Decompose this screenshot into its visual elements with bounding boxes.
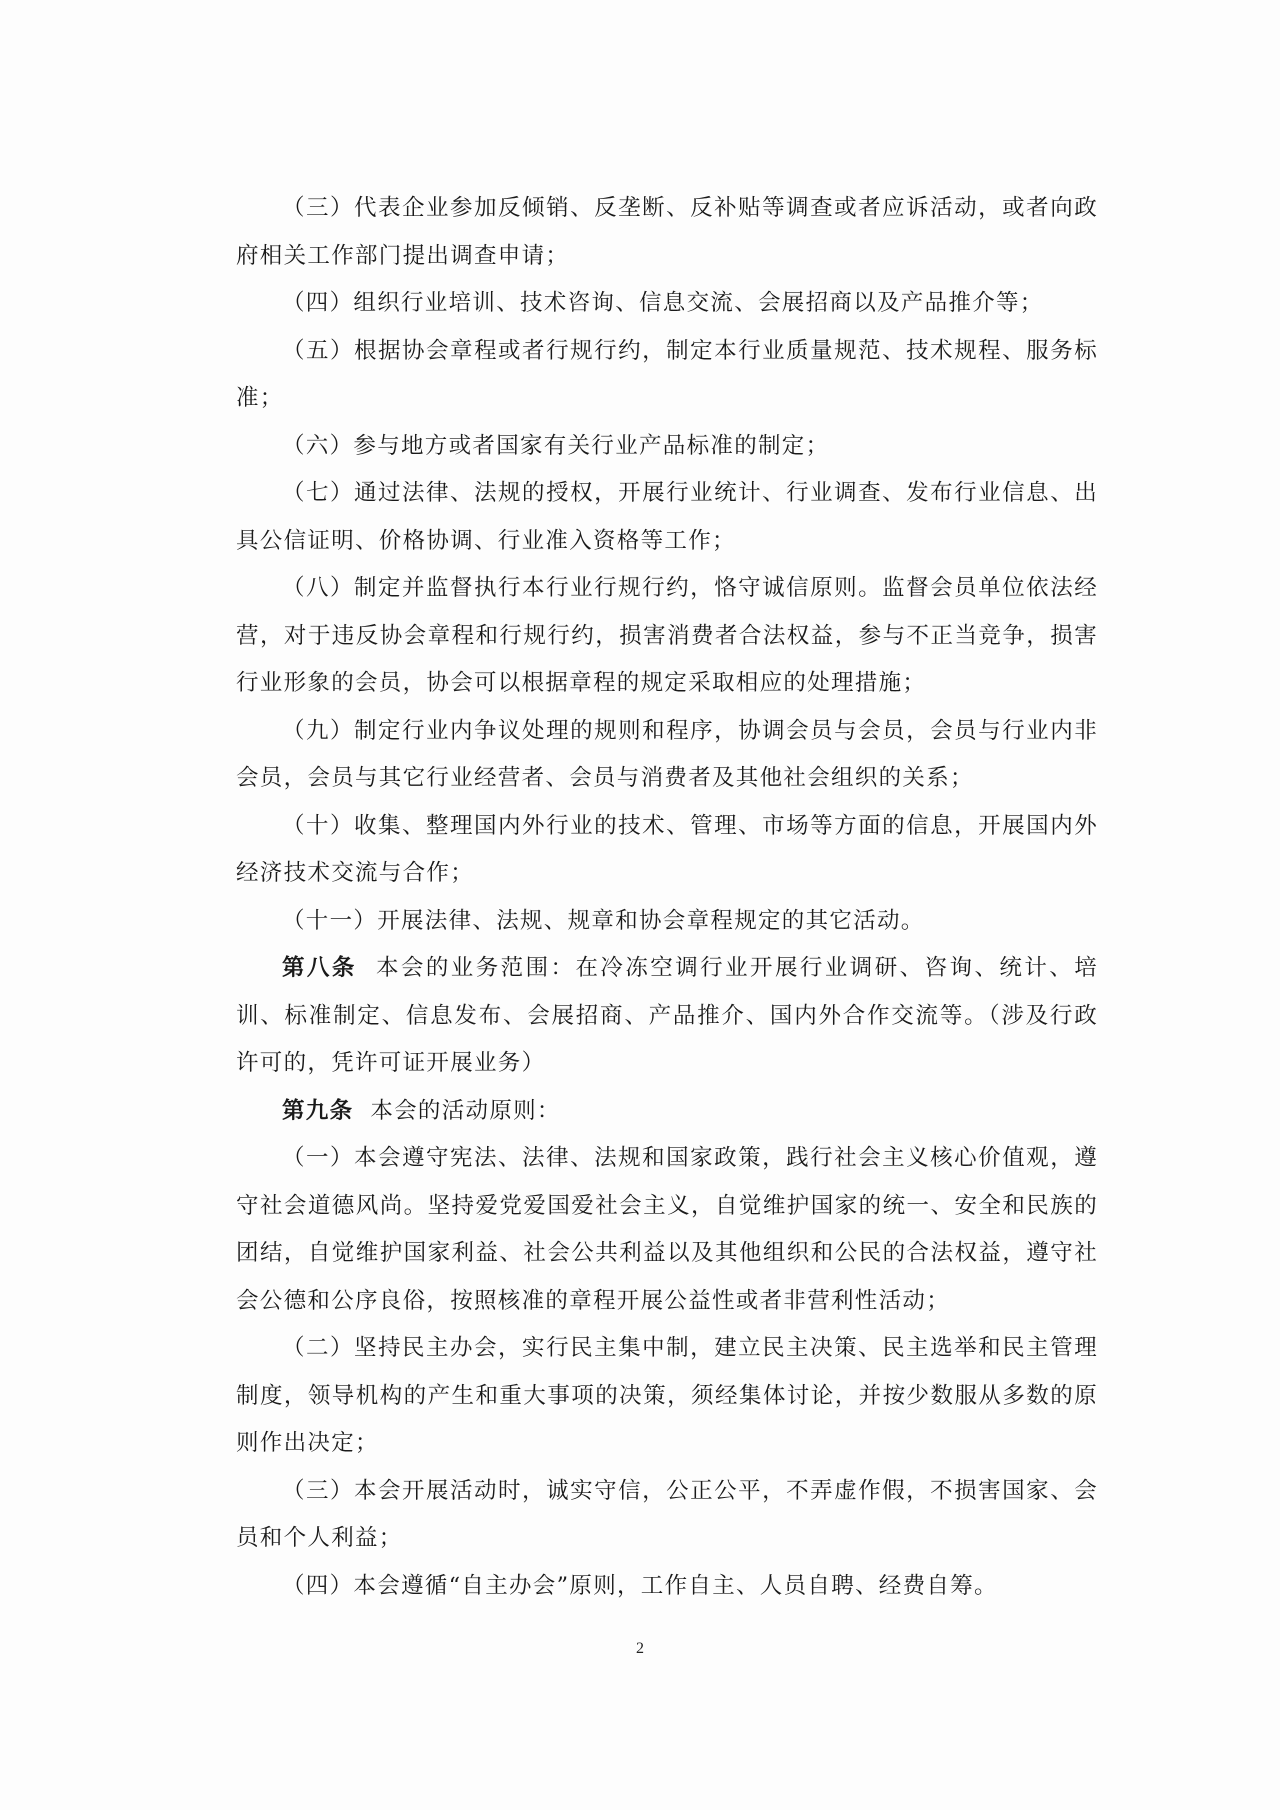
article-8 bbox=[236, 945, 1098, 1088]
paragraph-text: （五）根据协会章程或者行规行约，制定本行业质量规范、技术规程、服务标准； bbox=[236, 337, 1098, 411]
principle-4 bbox=[236, 1563, 1098, 1611]
article-heading: 第九条 bbox=[282, 1097, 354, 1124]
article-text: 本会的业务范围：在冷冻空调行业开展行业调研、咨询、统计、培训、标准制定、信息发布、会展招商、产品推介、国内外合作交流等。（涉及行政许可的，凭许可证开展业务） bbox=[236, 955, 1099, 1076]
paragraph-text: （四）组织行业培训、技术咨询、信息交流、会展招商以及产品推介等； bbox=[282, 290, 1044, 316]
paragraph-text: （十）收集、整理国内外行业的技术、管理、市场等方面的信息，开展国内外经济技术交流与合作； bbox=[236, 812, 1098, 886]
article-heading: 第八条 bbox=[282, 955, 357, 981]
paragraph-text: （六）参与地方或者国家有关行业产品标准的制定； bbox=[282, 432, 830, 459]
paragraph-text: （四）本会遵循“自主办会”原则，工作自主、人员自聘、经费自筹。 bbox=[282, 1572, 998, 1599]
paragraph-text: （九）制定行业内争议处理的规则和程序，协调会员与会员，会员与行业内非会员，会员与其它行业经营者、会员与消费者及其他社会组织的关系； bbox=[236, 717, 1098, 791]
paragraph-3 bbox=[236, 185, 1098, 280]
paragraph-text: （十一）开展法律、法规、规章和协会章程规定的其它活动。 bbox=[282, 907, 925, 934]
paragraph-11 bbox=[236, 898, 1098, 946]
paragraph-text: （三）代表企业参加反倾销、反垄断、反补贴等调查或者应诉活动，或者向政府相关工作部门提出调查申请； bbox=[236, 195, 1098, 269]
paragraph-text: （一）本会遵守宪法、法律、法规和国家政策，践行社会主义核心价值观，遵守社会道德风尚。坚持爱党爱国爱社会主义，自觉维护国家的统一、安全和民族的团结，自觉维护国家利益、社会公共利益以及其他组织和公民的合法权益，遵守社会公德和公序良俗，按照核准的章程开展公益性或者非营利性活动； bbox=[236, 1145, 1098, 1314]
principle-1 bbox=[236, 1135, 1098, 1325]
page-number: 2 bbox=[636, 1640, 644, 1657]
paragraph-7 bbox=[236, 470, 1098, 565]
paragraph-10 bbox=[236, 803, 1098, 898]
paragraph-9 bbox=[236, 708, 1098, 803]
paragraph-4 bbox=[236, 280, 1098, 328]
paragraph-text: （二）坚持民主办会，实行民主集中制，建立民主决策、民主选举和民主管理制度，领导机构的产生和重大事项的决策，须经集体讨论，并按少数服从多数的原则作出决定； bbox=[236, 1335, 1098, 1456]
article-text: 本会的活动原则： bbox=[370, 1097, 561, 1124]
paragraph-6 bbox=[236, 423, 1098, 471]
paragraph-text: （七）通过法律、法规的授权，开展行业统计、行业调查、发布行业信息、出具公信证明、价格协调、行业准入资格等工作； bbox=[236, 480, 1098, 554]
paragraph-8 bbox=[236, 565, 1098, 708]
paragraph-5 bbox=[236, 328, 1098, 423]
principle-3 bbox=[236, 1468, 1098, 1563]
paragraph-text: （八）制定并监督执行本行业行规行约，恪守诚信原则。监督会员单位依法经营，对于违反协会章程和行规行约，损害消费者合法权益，参与不正当竞争，损害行业形象的会员，协会可以根据章程的规定采取相应的处理措施； bbox=[236, 575, 1098, 696]
principle-2 bbox=[236, 1325, 1098, 1468]
paragraph-text: （三）本会开展活动时，诚实守信，公正公平，不弄虚作假，不损害国家、会员和个人利益； bbox=[236, 1477, 1098, 1551]
article-9 bbox=[236, 1088, 1098, 1136]
document-body bbox=[236, 185, 1098, 1610]
